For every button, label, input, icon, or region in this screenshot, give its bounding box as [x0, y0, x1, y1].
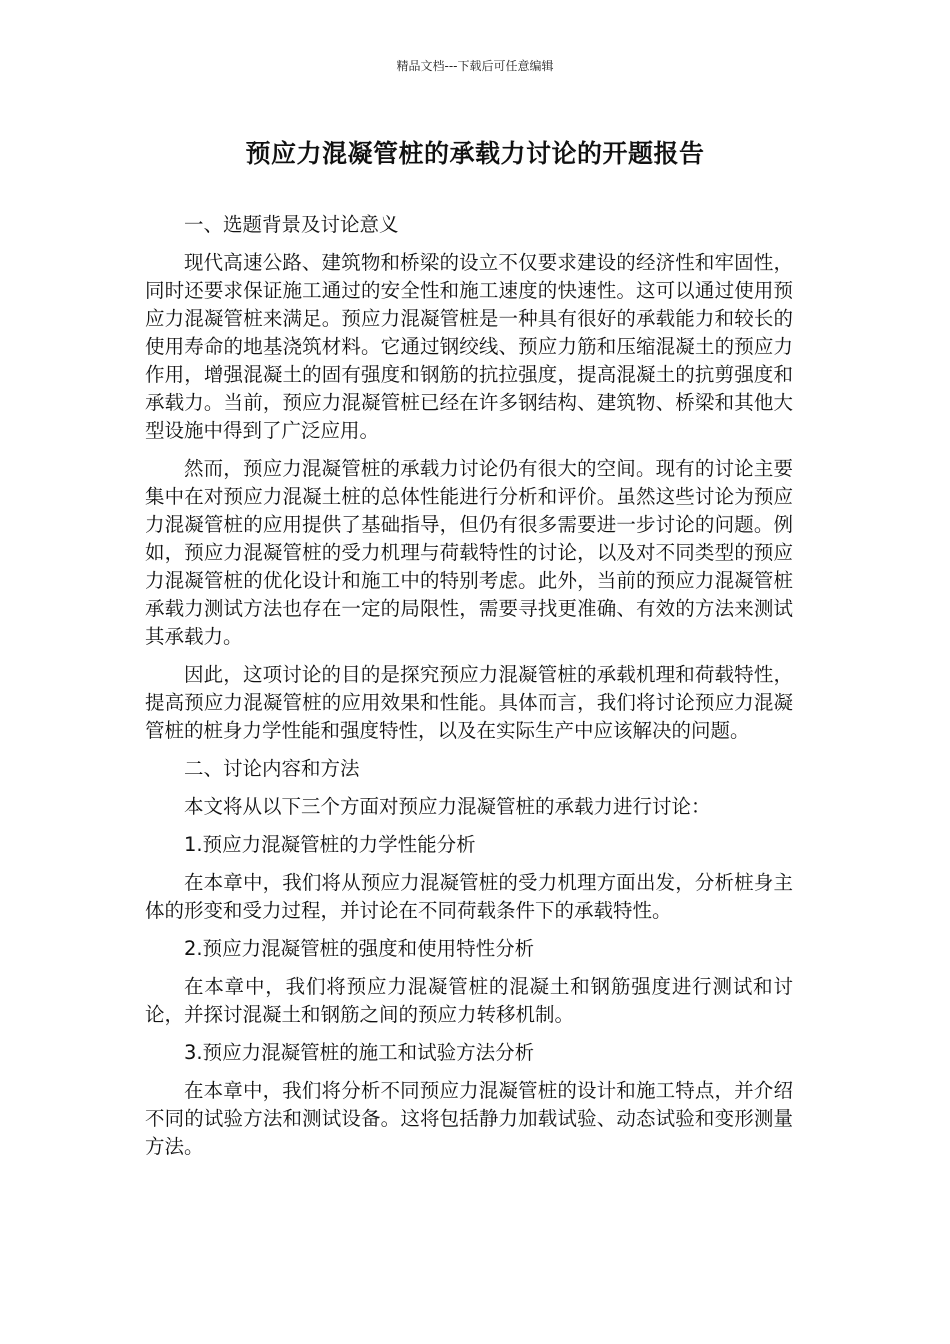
paragraph-background-3: 因此，这项讨论的目的是探究预应力混凝管桩的承载机理和荷载特性，提高预应力混凝管桩的应用效果和性能。具体而言，我们将讨论预应力混凝管桩的桩身力学性能和强度特性，以及在实际生产中应该解决的问题。 — [145, 663, 793, 742]
paragraph-construction-test: 在本章中，我们将分析不同预应力混凝管桩的设计和施工特点，并介绍不同的试验方法和测试设备。这将包括静力加载试验、动态试验和变形测量方法。 — [145, 1079, 793, 1158]
section-heading-background: 一、选题背景及讨论意义 — [184, 213, 399, 236]
paragraph-content-intro: 本文将从以下三个方面对预应力混凝管桩的承载力进行讨论： — [184, 795, 711, 818]
section-heading-content-method: 二、讨论内容和方法 — [184, 757, 360, 780]
document-title: 预应力混凝管桩的承载力讨论的开题报告 — [245, 139, 705, 168]
paragraph-background-1: 现代高速公路、建筑物和桥梁的设立不仅要求建设的经济性和牢固性，同时还要求保证施工通过的安全性和施工速度的快速性。这可以通过使用预应力混凝管桩来满足。预应力混凝管桩是一种具有很好的承载能力和较长的使用寿命的地基浇筑材料。它通过钢绞线、预应力筋和压缩混凝土的预应力作用，增强混凝土的固有强度和钢筋的抗拉强度，提高混凝土的抗剪强度和承载力。当前，预应力混凝管桩已经在许多钢结构、建筑物、桥梁和其他大型设施中得到了广泛应用。 — [145, 251, 793, 442]
page-header-note: 精品文档---下载后可任意编辑 — [396, 59, 554, 73]
document-body — [145, 211, 793, 1171]
subheading-strength: 2.预应力混凝管桩的强度和使用特性分析 — [184, 937, 535, 960]
paragraph-mechanics: 在本章中，我们将从预应力混凝管桩的受力机理方面出发，分析桩身主体的形变和受力过程，并讨论在不同荷载条件下的承载特性。 — [145, 871, 793, 922]
paragraph-background-2: 然而，预应力混凝管桩的承载力讨论仍有很大的空间。现有的讨论主要集中在对预应力混凝土桩的总体性能进行分析和评价。虽然这些讨论为预应力混凝管桩的应用提供了基础指导，但仍有很多需要进一步讨论的问题。例如，预应力混凝管桩的受力机理与荷载特性的讨论，以及对不同类型的预应力混凝管桩的优化设计和施工中的特别考虑。此外，当前的预应力混凝管桩承载力测试方法也存在一定的局限性，需要寻找更准确、有效的方法来测试其承载力。 — [145, 457, 793, 648]
subheading-mechanics: 1.预应力混凝管桩的力学性能分析 — [184, 833, 476, 856]
subheading-construction-test: 3.预应力混凝管桩的施工和试验方法分析 — [184, 1041, 535, 1064]
paragraph-strength: 在本章中，我们将预应力混凝管桩的混凝土和钢筋强度进行测试和讨论，并探讨混凝土和钢筋之间的预应力转移机制。 — [145, 975, 793, 1026]
